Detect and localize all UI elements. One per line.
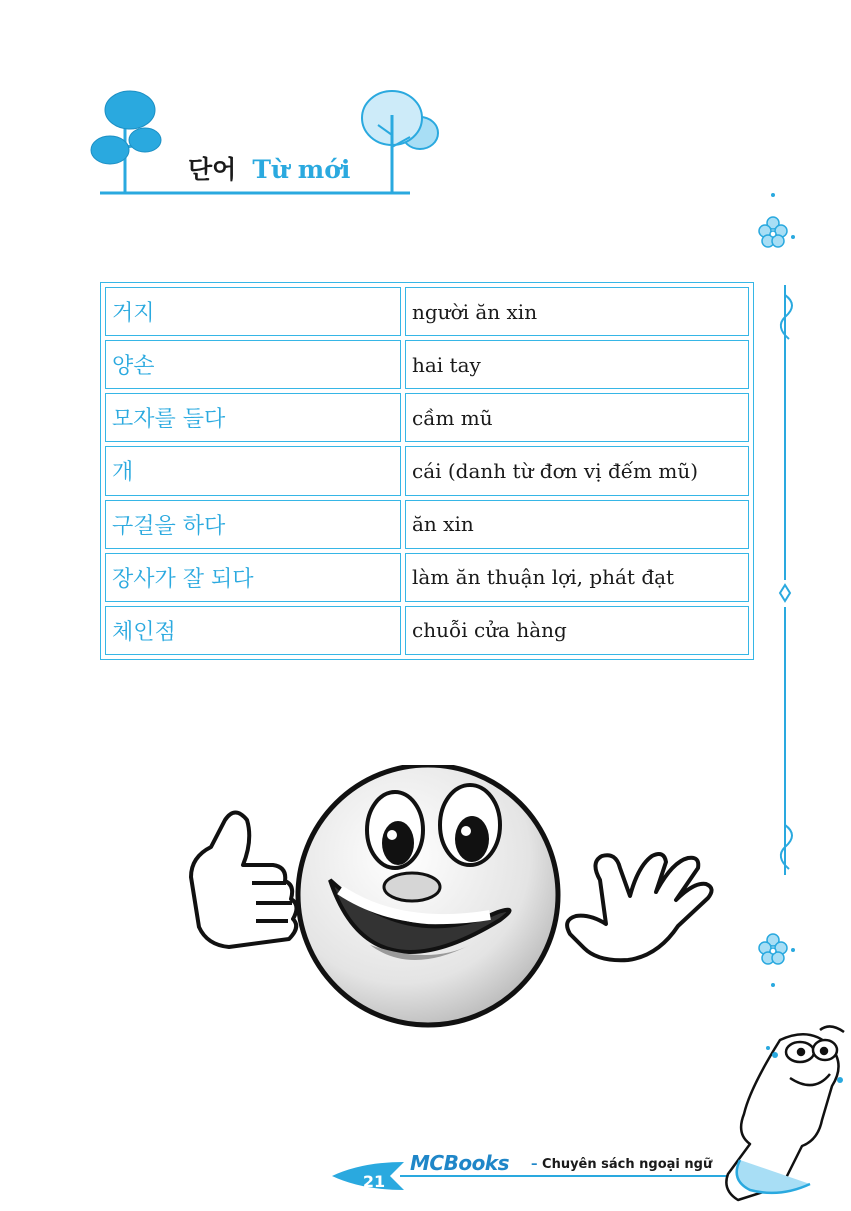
korean-word: 장사가 잘 되다: [105, 553, 401, 602]
smiley-thumbs-up-illustration: [180, 765, 730, 1030]
table-row: [105, 500, 749, 549]
vietnamese-meaning: người ăn xin: [405, 287, 749, 336]
laughing-man-icon: [726, 1026, 844, 1200]
korean-word: 체인점: [105, 606, 401, 655]
diamond-icon: [780, 585, 790, 601]
table-row: [105, 446, 749, 495]
publisher-tagline: [531, 1157, 712, 1172]
section-heading: [188, 150, 350, 190]
tagline-text: Chuyên sách ngoại ngữ: [542, 1157, 713, 1172]
flower-icon: [759, 217, 787, 247]
smiley-face-icon: [298, 765, 558, 1025]
flower-icon: [759, 934, 787, 964]
vietnamese-meaning: cái (danh từ đơn vị đếm mũ): [405, 446, 749, 495]
heading-vietnamese: Từ mới: [252, 155, 351, 184]
page-number: 21: [362, 1172, 386, 1191]
side-border-decoration: [755, 185, 805, 995]
korean-word: 양손: [105, 340, 401, 389]
table-row: [105, 553, 749, 602]
table-row: [105, 393, 749, 442]
heading-korean: 단어: [188, 155, 237, 184]
vietnamese-meaning: hai tay: [405, 340, 749, 389]
vietnamese-meaning: ăn xin: [405, 500, 749, 549]
right-tree-icon: [362, 91, 438, 193]
vietnamese-meaning: làm ăn thuận lợi, phát đạt: [405, 553, 749, 602]
korean-word: 개: [105, 446, 401, 495]
tagline-dash: –: [531, 1157, 538, 1172]
korean-word: 모자를 들다: [105, 393, 401, 442]
korean-word: 구걸을 하다: [105, 500, 401, 549]
vietnamese-meaning: chuỗi cửa hàng: [405, 606, 749, 655]
thumbs-up-hand-icon: [191, 813, 297, 948]
vocabulary-table: [100, 282, 754, 660]
left-tree-icon: [91, 91, 161, 193]
table-row: [105, 287, 749, 336]
vietnamese-meaning: cầm mũ: [405, 393, 749, 442]
table-row: [105, 606, 749, 655]
publisher-logo: MCBooks: [410, 1151, 510, 1175]
heading-tree-decoration: [80, 85, 450, 210]
open-hand-icon: [567, 854, 711, 960]
table-row: [105, 340, 749, 389]
korean-word: 거지: [105, 287, 401, 336]
